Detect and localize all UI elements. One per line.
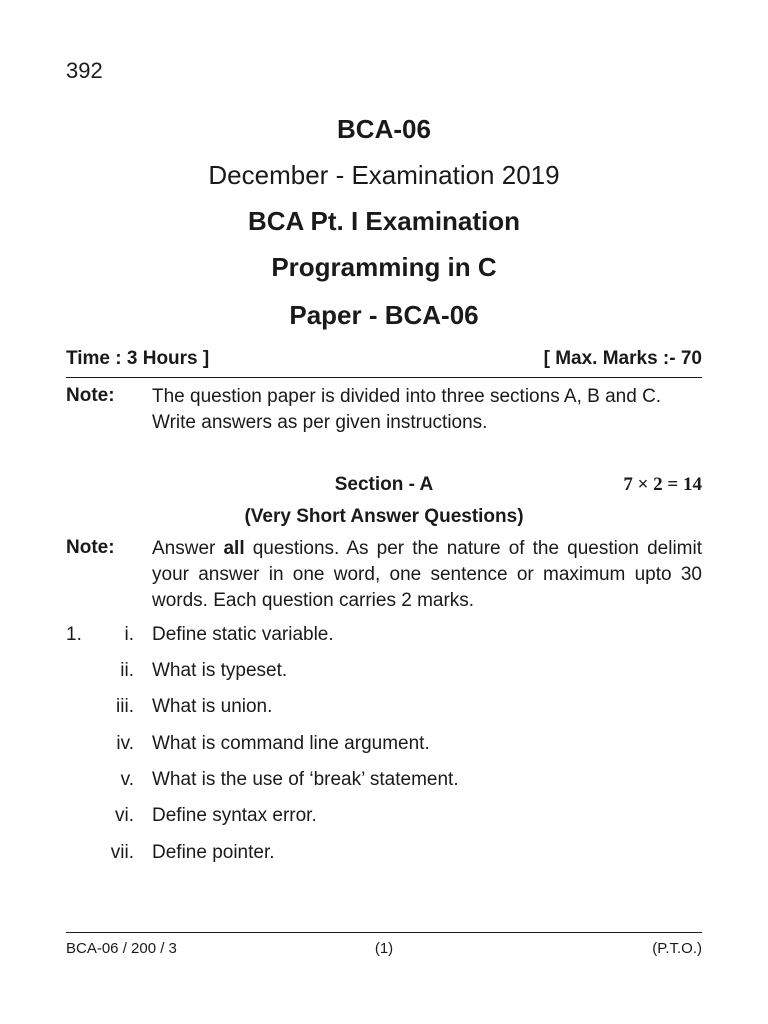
footer-page-number: (1)	[374, 940, 394, 957]
footer-pto: (P.T.O.)	[652, 940, 702, 957]
subquestion-number: vii.	[110, 842, 134, 863]
subquestion-text: Define syntax error.	[152, 805, 317, 826]
section-note-label: Note:	[66, 537, 115, 558]
section-note-emphasis: all	[223, 538, 245, 559]
subquestion-text: Define pointer.	[152, 842, 275, 863]
footer-divider	[66, 932, 702, 933]
section-marks: 7 × 2 = 14	[623, 474, 702, 495]
page-number: 392	[66, 58, 103, 83]
exam-session: December - Examination 2019	[208, 160, 560, 190]
subquestion-number: iv.	[116, 733, 134, 754]
paper-title: Paper - BCA-06	[289, 300, 479, 330]
time-allowed: Time : 3 Hours ]	[66, 348, 210, 369]
section-title: Section - A	[334, 474, 434, 495]
subquestion-text: What is typeset.	[152, 660, 288, 681]
subquestion-number: v.	[120, 769, 134, 790]
course-title: BCA Pt. I Examination	[247, 206, 521, 236]
subquestion-text: Define static variable.	[152, 624, 334, 645]
subquestion-text: What is union.	[152, 696, 273, 717]
note-label: Note:	[66, 385, 115, 406]
subquestion-number: iii.	[116, 696, 134, 717]
section-note-rest: questions. As per the nature of the question delimit your answer in one word, one sentence or maximum upto 30 words. Each question carries 2 marks.	[152, 538, 702, 611]
note-text: The question paper is divided into three sections A, B and C. Write answers as per given instructions.	[152, 386, 662, 433]
subquestion-number: i.	[124, 624, 134, 645]
subject-title: Programming in C	[271, 252, 497, 282]
question-number: 1.	[66, 624, 82, 645]
paper-code-title: BCA-06	[337, 114, 431, 144]
footer-code: BCA-06 / 200 / 3	[66, 940, 177, 957]
subquestion-number: vi.	[115, 805, 134, 826]
header-divider	[66, 377, 702, 378]
subquestion-text: What is command line argument.	[152, 733, 430, 754]
subquestion-text: What is the use of ‘break’ statement.	[152, 769, 459, 790]
section-note-text	[152, 536, 702, 614]
subquestion-number: ii.	[120, 660, 134, 681]
section-subtitle: (Very Short Answer Questions)	[244, 506, 524, 527]
max-marks: [ Max. Marks :- 70	[543, 348, 702, 369]
section-note-prefix: Answer	[152, 538, 224, 559]
